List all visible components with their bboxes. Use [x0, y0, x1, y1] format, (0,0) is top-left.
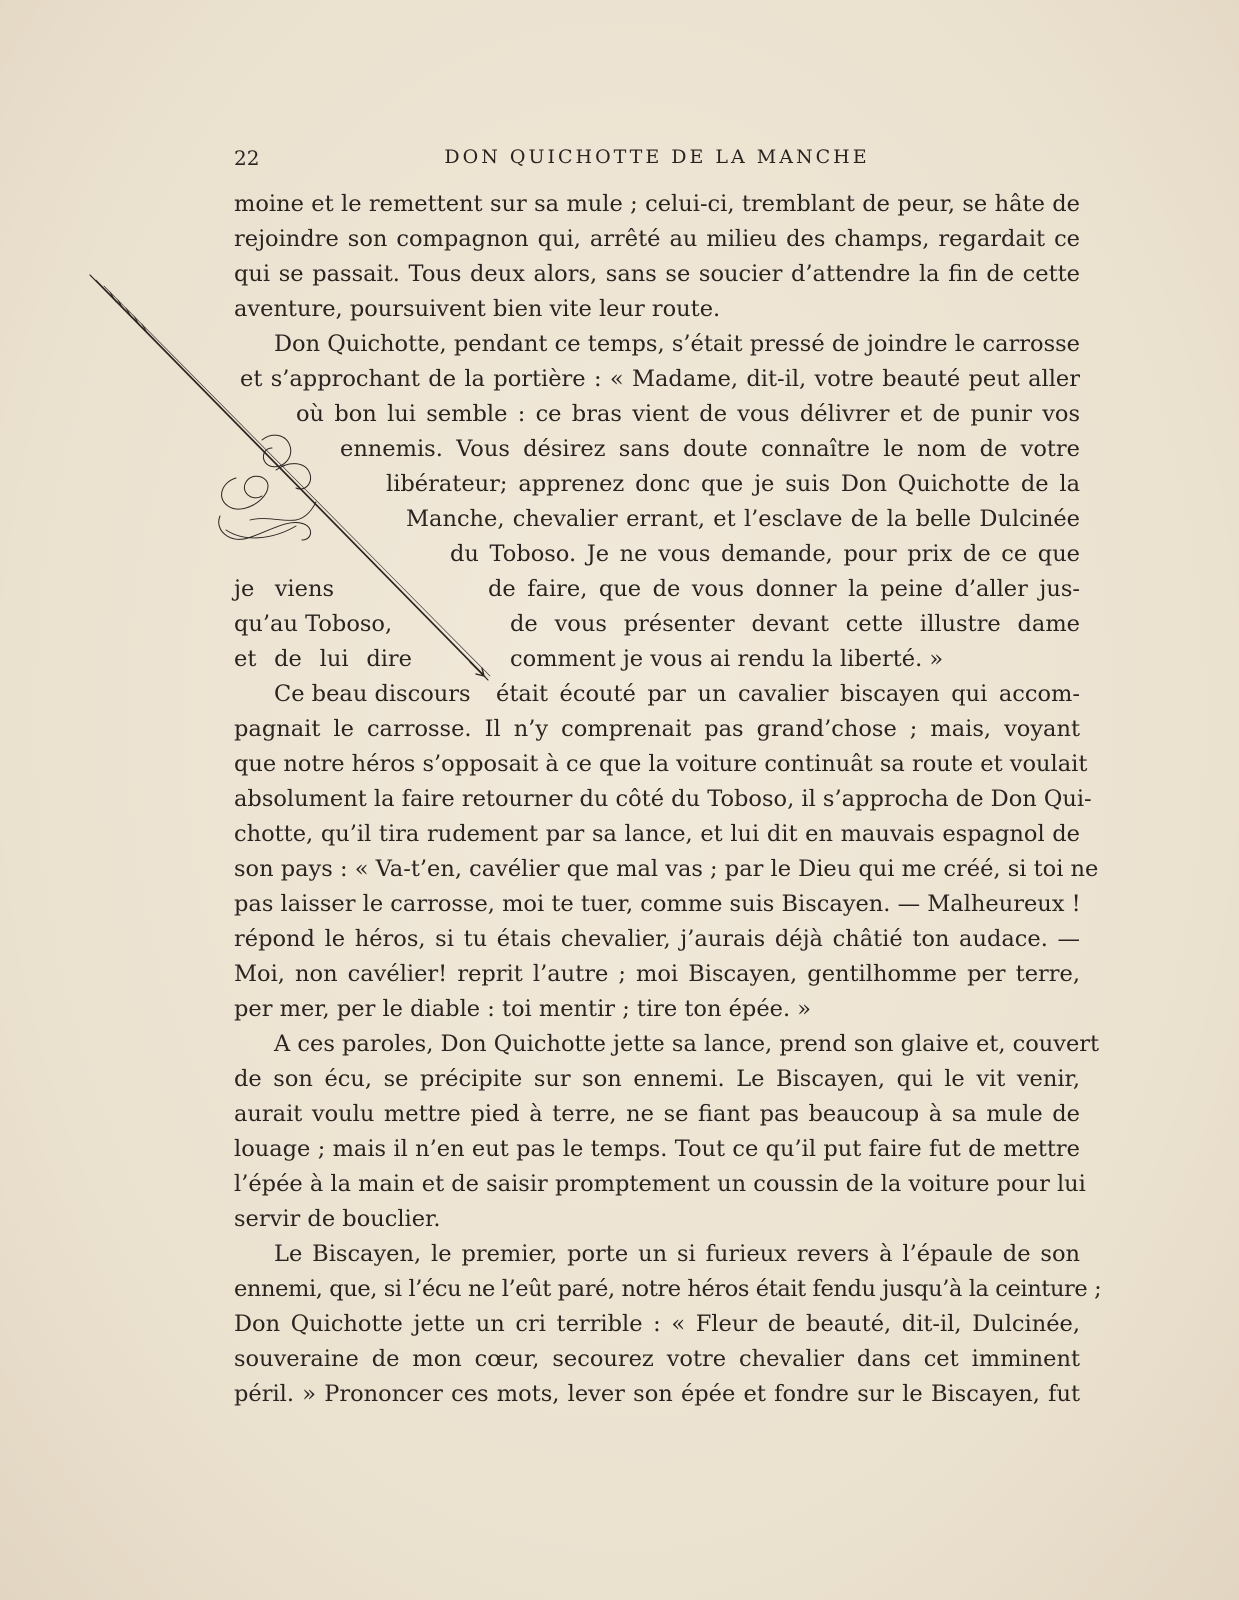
text-line: Moi, non cavélier! reprit l’autre ; moi Biscayen, gentilhomme per terre,: [234, 961, 1080, 987]
text-line: rejoindre son compagnon qui, arrêté au milieu des champs, regardait ce: [234, 226, 1080, 252]
text-line: ennemis. Vous désirez sans doute connaître le nom de votre: [340, 436, 1080, 462]
text-line: souveraine de mon cœur, secourez votre chevalier dans cet imminent: [234, 1346, 1080, 1372]
text-line: je viens: [234, 576, 334, 602]
text-line: absolument la faire retourner du côté du Toboso, il s’approcha de Don Qui-: [234, 786, 1092, 812]
text-line: louage ; mais il n’en eut pas le temps. Tout ce qu’il put faire fut de mettre: [234, 1136, 1080, 1162]
text-line: pagnait le carrosse. Il n’y comprenait pas grand’chose ; mais, voyant: [234, 716, 1080, 742]
text-line: A ces paroles, Don Quichotte jette sa lance, prend son glaive et, couvert: [274, 1031, 1100, 1057]
running-title: DON QUICHOTTE DE LA MANCHE: [444, 146, 870, 168]
text-line: répond le héros, si tu étais chevalier, j’aurais déjà châtié ton audace. —: [234, 926, 1080, 952]
text-line: du Toboso. Je ne vous demande, pour prix de ce que: [450, 541, 1080, 567]
text-line: péril. » Prononcer ces mots, lever son épée et fondre sur le Biscayen, fut: [234, 1381, 1080, 1407]
text-line: qui se passait. Tous deux alors, sans se soucier d’attendre la fin de cette: [234, 261, 1080, 287]
text-line: pas laisser le carrosse, moi te tuer, comme suis Biscayen. — Malheureux !: [234, 891, 1081, 917]
text-line: Le Biscayen, le premier, porte un si furieux revers à l’épaule de son: [274, 1241, 1080, 1267]
text-line: chotte, qu’il tira rudement par sa lance, et lui dit en mauvais espagnol de: [234, 821, 1080, 847]
text-line: était écouté par un cavalier biscayen qui accom-: [496, 681, 1080, 707]
text-line: libérateur; apprenez donc que je suis Don Quichotte de la: [386, 471, 1080, 497]
text-line: aventure, poursuivent bien vite leur route.: [234, 296, 721, 322]
text-line: Don Quichotte jette un cri terrible : « Fleur de beauté, dit-il, Dulcinée,: [234, 1311, 1080, 1337]
text-line: que notre héros s’opposait à ce que la voiture continuât sa route et voulait: [234, 751, 1088, 777]
text-line: qu’au Toboso,: [234, 611, 393, 637]
text-line: l’épée à la main et de saisir promptement un coussin de la voiture pour lui: [234, 1171, 1086, 1197]
text-line: Ce beau discours: [274, 681, 471, 707]
text-line: de son écu, se précipite sur son ennemi. Le Biscayen, qui le vit venir,: [234, 1066, 1080, 1092]
text-line: comment je vous ai rendu la liberté. »: [510, 646, 944, 672]
page-number: 22: [234, 146, 260, 170]
text-line: Don Quichotte, pendant ce temps, s’était pressé de joindre le carrosse: [274, 331, 1080, 357]
text-line: et de lui dire: [234, 646, 412, 672]
text-line: son pays : « Va-t’en, cavélier que mal vas ; par le Dieu qui me créé, si toi ne: [234, 856, 1099, 882]
text-line: et s’approchant de la portière : « Madame, dit-il, votre beauté peut aller: [240, 366, 1080, 392]
text-line: Manche, chevalier errant, et l’esclave de la belle Dulcinée: [406, 506, 1080, 532]
text-line: de faire, que de vous donner la peine d’aller jus-: [488, 576, 1080, 602]
text-line: moine et le remettent sur sa mule ; celui-ci, tremblant de peur, se hâte de: [234, 191, 1080, 217]
text-line: aurait voulu mettre pied à terre, ne se fiant pas beaucoup à sa mule de: [234, 1101, 1080, 1127]
text-line: per mer, per le diable : toi mentir ; tire ton épée. »: [234, 996, 812, 1022]
text-line: où bon lui semble : ce bras vient de vous délivrer et de punir vos: [296, 401, 1080, 427]
text-line: de vous présenter devant cette illustre dame: [510, 611, 1080, 637]
text-line: ennemi, que, si l’écu ne l’eût paré, notre héros était fendu jusqu’à la ceinture ;: [234, 1276, 1102, 1302]
text-line: servir de bouclier.: [234, 1206, 441, 1232]
